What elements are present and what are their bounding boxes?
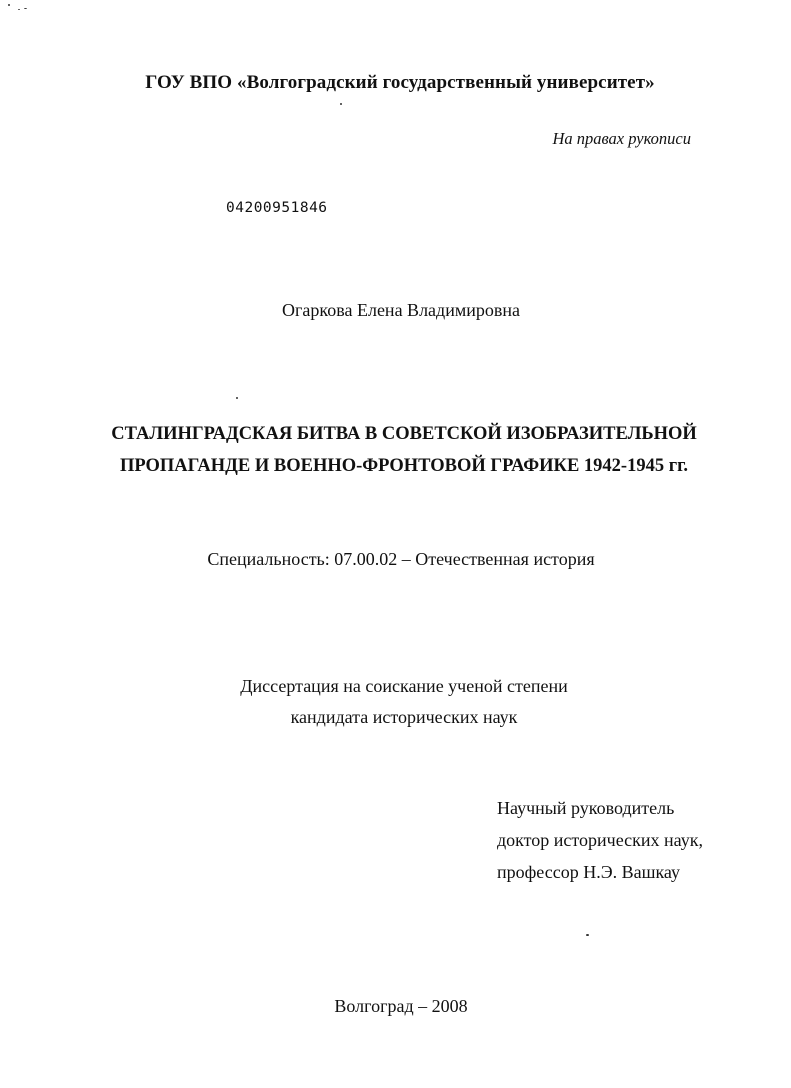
- scan-speck: [18, 9, 20, 10]
- library-code-stamp: 04200951846: [226, 200, 328, 216]
- rights-note: На правах рукописи: [552, 129, 691, 148]
- author-name: Огаркова Елена Владимировна: [282, 300, 520, 320]
- scan-speck: [340, 103, 342, 105]
- advisor-degree: доктор исторических наук,: [497, 830, 703, 850]
- degree-line-2: кандидата исторических наук: [290, 707, 518, 727]
- scan-speck: [236, 397, 238, 399]
- title-line-2: ПРОПАГАНДЕ И ВОЕННО-ФРОНТОВОЙ ГРАФИКЕ 1942-1945 гг.: [119, 456, 689, 476]
- title-line-1: СТАЛИНГРАДСКАЯ БИТВА В СОВЕТСКОЙ ИЗОБРАЗИТЕЛЬНОЙ: [111, 424, 697, 444]
- specialty-line: Специальность: 07.00.02 – Отечественная история: [207, 549, 595, 569]
- advisor-label: Научный руководитель: [497, 798, 675, 818]
- advisor-name: профессор Н.Э. Вашкау: [497, 862, 680, 882]
- scan-speck: [8, 4, 10, 6]
- university-heading: ГОУ ВПО «Волгоградский государственный университет»: [145, 72, 655, 93]
- scan-speck: [24, 8, 27, 9]
- place-and-year: Волгоград – 2008: [334, 996, 468, 1016]
- degree-line-1: Диссертация на соискание ученой степени: [240, 676, 568, 696]
- scan-speck: [586, 934, 589, 936]
